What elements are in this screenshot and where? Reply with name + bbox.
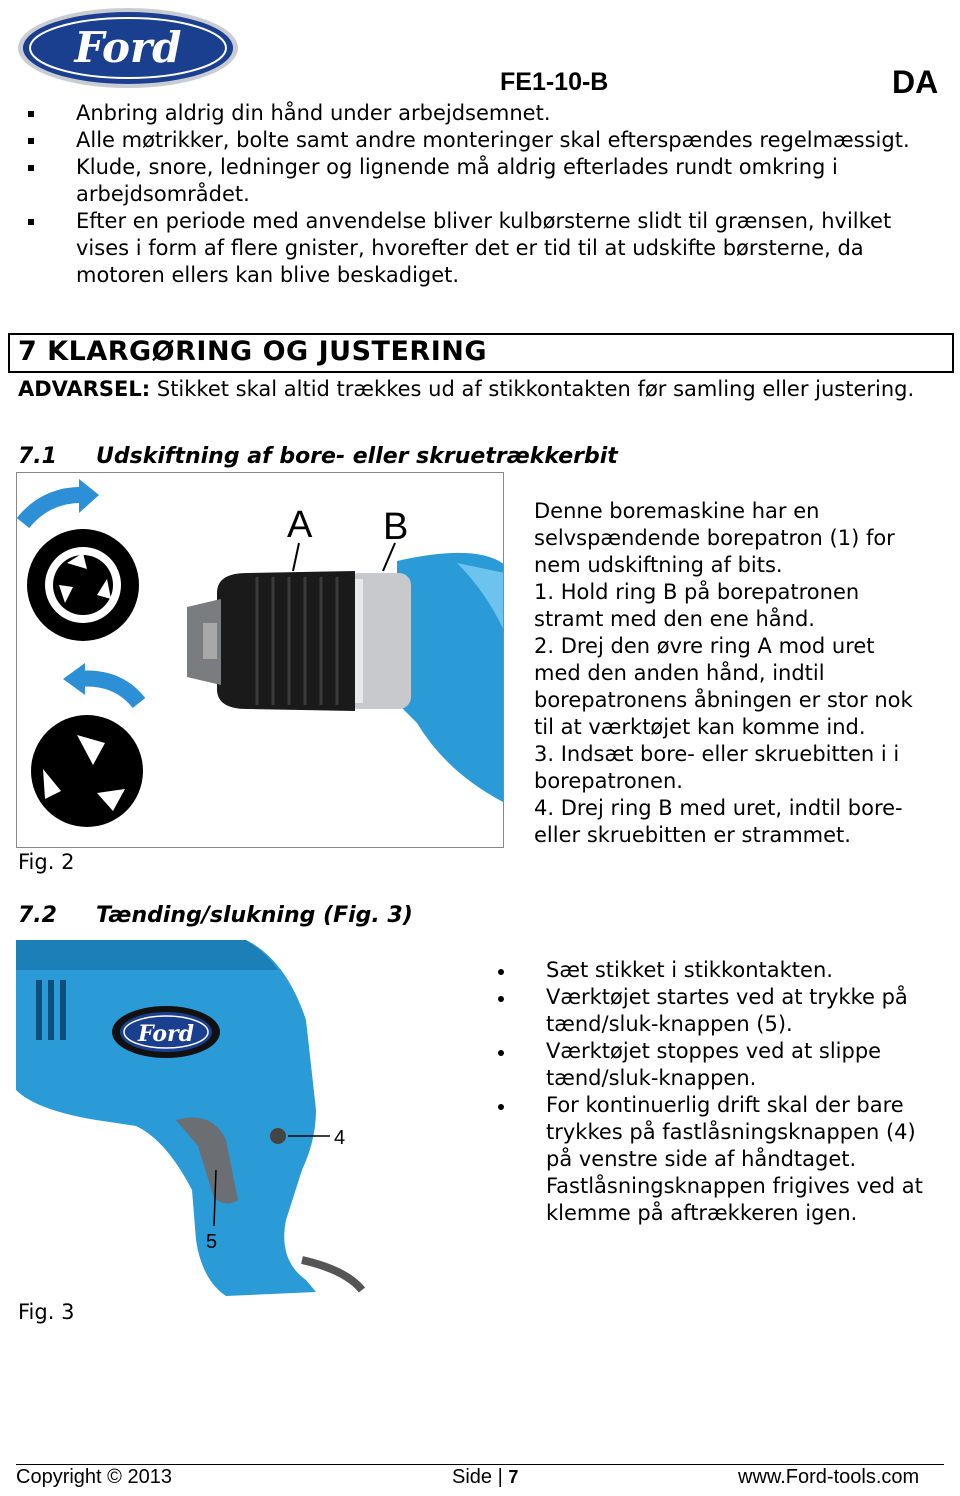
figure-2-caption: Fig. 2: [18, 850, 75, 874]
figure-2-chuck: [16, 472, 504, 848]
text-line: 1. Hold ring B på borepatronen: [534, 580, 860, 604]
subsection-number: 7.2: [18, 903, 57, 928]
footer-copyright: Copyright © 2013: [16, 1466, 172, 1488]
ring-a: [217, 571, 355, 711]
text-line: 2. Drej den øvre ring A mod uret: [534, 634, 875, 658]
figure-3-caption: Fig. 3: [18, 1300, 75, 1324]
text-line: eller skruebitten er strammet.: [534, 823, 851, 847]
list-item: Anbring aldrig din hånd under arbejdsemnet.: [18, 100, 948, 127]
subsection-title: Tænding/slukning (Fig. 3): [96, 903, 413, 928]
list-item: Efter en periode med anvendelse bliver kulbørsterne slidt til grænsen, hvilket vises i form af flere gnister, hvorefter det er tid til at udskifte børsterne, da motoren ellers kan blive beskadiget.: [18, 208, 948, 289]
page-label: Side |: [452, 1466, 509, 1488]
text-line: til at værktøjet kan komme ind.: [534, 715, 866, 739]
label-5: 5: [206, 1231, 218, 1253]
chuck-loosen-icon: [31, 715, 143, 827]
badge-text: Ford: [137, 1021, 195, 1047]
label-b: B: [383, 506, 409, 548]
chuck-instructions: [534, 498, 944, 849]
language-code: DA: [892, 64, 939, 100]
text-line: med den anden hånd, indtil: [534, 661, 825, 685]
subsection-title: Udskiftning af bore- eller skruetrækkerbit: [96, 444, 618, 469]
list-item: Værktøjet stoppes ved at slippe tænd/sluk-knappen.: [496, 1038, 936, 1092]
text-line: 4. Drej ring B med uret, indtil bore-: [534, 796, 903, 820]
chuck-illustration: [17, 473, 504, 848]
power-cord: [302, 1260, 362, 1290]
ford-logo: [16, 6, 240, 90]
label-a: A: [287, 504, 313, 546]
warning-body: Stikket skal altid trækkes ud af stikkontakten før samling eller justering.: [150, 377, 915, 401]
text-line: stramt med den ene hånd.: [534, 607, 815, 631]
text-line: Denne boremaskine har en: [534, 499, 820, 523]
section-title: 7 KLARGØRING OG JUSTERING: [18, 336, 487, 367]
text-line: nem udskiftning af bits.: [534, 553, 783, 577]
list-item: For kontinuerlig drift skal der bare trykkes på fastlåsningsknappen (4) på venstre side af håndtaget. Fastlåsningsknappen frigives ved at klemme på aftrækkeren igen.: [496, 1092, 936, 1227]
safety-bullet-list: [18, 100, 948, 289]
text-line: selvspændende borepatron (1) for: [534, 526, 895, 550]
drill-illustration: [16, 940, 376, 1300]
label-4: 4: [334, 1127, 346, 1149]
model-number: FE1-10-B: [500, 68, 609, 96]
text-line: borepatronen.: [534, 769, 683, 793]
subsection-number: 7.1: [18, 444, 57, 469]
arrow-ccw-icon: [77, 679, 139, 704]
switch-bullet-list: [496, 957, 936, 1227]
list-item: Klude, snore, ledninger og lignende må aldrig efterlades rundt omkring i arbejdsområdet.: [18, 154, 948, 208]
footer-divider: [16, 1464, 944, 1465]
page-number: 7: [508, 1467, 519, 1487]
footer-page: [452, 1466, 518, 1489]
text-line: 3. Indsæt bore- eller skruebitten i i: [534, 742, 900, 766]
warning-text: [18, 376, 918, 403]
list-item: Sæt stikket i stikkontakten.: [496, 957, 936, 984]
subsection-heading-7-2: [18, 903, 413, 928]
lock-button: [270, 1128, 286, 1144]
subsection-heading-7-1: [18, 444, 618, 469]
list-item: Værktøjet startes ved at trykke på tænd/sluk-knappen (5).: [496, 984, 936, 1038]
footer-website-link[interactable]: www.Ford-tools.com: [738, 1466, 920, 1488]
figure-3-drill: [16, 940, 376, 1300]
arrow-cw-icon: [23, 495, 87, 523]
list-item: Alle møtrikker, bolte samt andre monteringer skal efterspændes regelmæssigt.: [18, 127, 948, 154]
warning-label: ADVARSEL:: [18, 377, 151, 401]
text-line: borepatronens åbningen er stor nok: [534, 688, 913, 712]
logo-text: Ford: [74, 23, 182, 72]
